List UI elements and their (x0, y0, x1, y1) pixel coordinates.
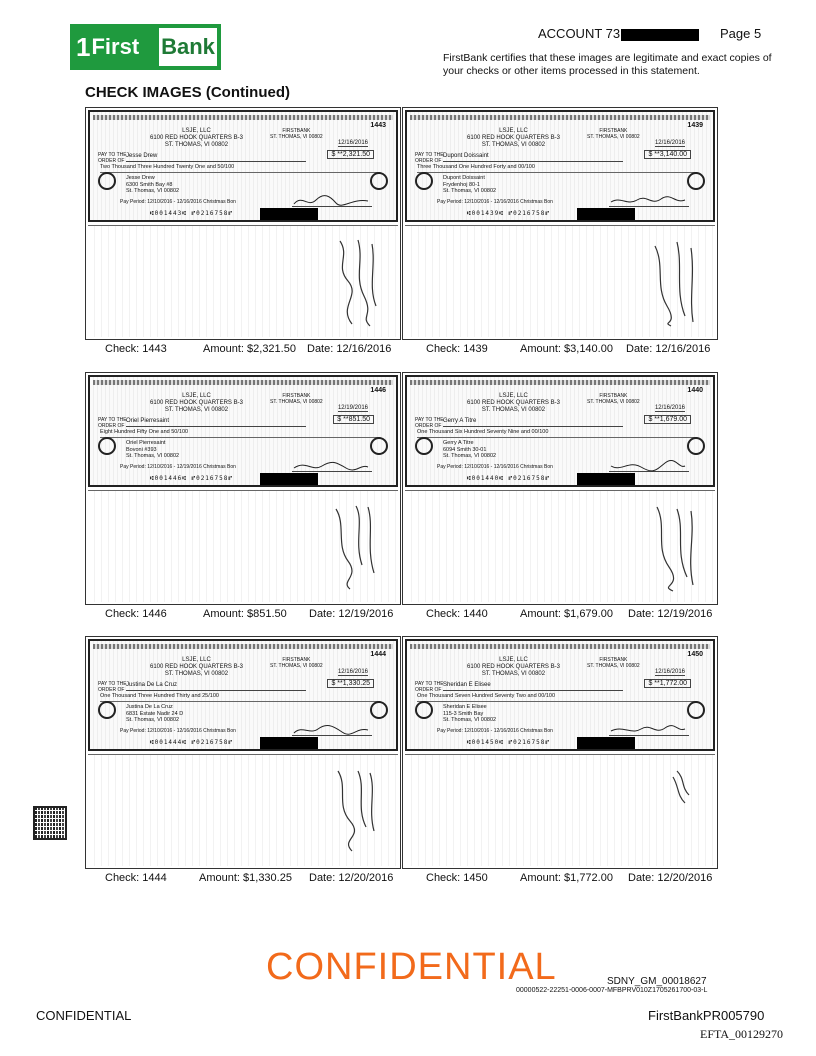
payer-block (467, 393, 560, 414)
caption-amount: Amount: $1,330.25 (199, 872, 292, 884)
payer-block (467, 657, 560, 678)
endorsement-handwriting-icon (647, 765, 697, 857)
check-date: 12/16/2016 (337, 140, 368, 146)
pay-to-label: PAY TO THE ORDER OF (98, 681, 127, 693)
caption-check-number: Check: 1444 (105, 872, 167, 884)
memo: Pay Period: 12/10/2016 - 12/16/2016 Christmas Bon (437, 464, 553, 470)
caption-date: Date: 12/19/2016 (628, 608, 713, 620)
amount-words: One Thousand Three Hundred Thirty and 25/100 (100, 693, 380, 702)
payee: Justina De La Cruz (126, 682, 306, 691)
payer-block (467, 128, 560, 149)
firstbank-logo (70, 24, 221, 70)
payer-address: 6100 RED HOOK QUARTERS B-3 ST. THOMAS, VI 00802 (150, 664, 243, 677)
micr-line: ⑆001439⑆ ⑈0216758⑈ (467, 210, 550, 217)
caption-amount: Amount: $3,140.00 (520, 343, 613, 355)
signature-icon (292, 459, 372, 473)
micr-line: ⑆001450⑆ ⑈0216758⑈ (467, 739, 550, 746)
page-number: Page 5 (720, 26, 762, 41)
caption-check-number: Check: 1450 (426, 872, 488, 884)
bank-name: FIRSTBANK ST. THOMAS, VI 00802 (587, 393, 640, 405)
endorsement-handwriting-icon (330, 236, 380, 328)
check-image[interactable] (85, 107, 401, 340)
pay-to-label: PAY TO THE ORDER OF (98, 417, 127, 429)
check-date: 12/16/2016 (337, 669, 368, 675)
security-banner (93, 115, 393, 120)
payee: Oriel Pierresaint (126, 418, 306, 427)
pay-to-label: PAY TO THE ORDER OF (415, 681, 444, 693)
payee-address: Sheridan E Elisee 115-3 Smith Bay St. Thomas, VI 00802 (443, 704, 497, 723)
ring-icon (415, 172, 433, 190)
security-banner (410, 115, 710, 120)
confidential-footer: CONFIDENTIAL (36, 1008, 132, 1023)
micr-redaction (577, 208, 635, 220)
micr-redaction (260, 208, 318, 220)
signature (609, 459, 689, 472)
check-front (88, 110, 398, 222)
caption-date: Date: 12/20/2016 (309, 872, 394, 884)
payee-address: Justina De La Cruz 6831 Estate Nadir 24 D St. Thomas, VI 00802 (126, 704, 184, 723)
check-front (405, 639, 715, 751)
ring-icon (370, 437, 388, 455)
signature-icon (292, 723, 372, 737)
caption-check-number: Check: 1446 (105, 608, 167, 620)
caption-check-number: Check: 1439 (426, 343, 488, 355)
payer-block (150, 128, 243, 149)
ring-icon (687, 701, 705, 719)
memo: Pay Period: 12/10/2016 - 12/16/2016 Christmas Bon (437, 728, 553, 734)
bank-name: FIRSTBANK ST. THOMAS, VI 00802 (270, 657, 323, 669)
payer-name: LSJE, LLC (499, 128, 528, 134)
payer-name: LSJE, LLC (182, 393, 211, 399)
payee-address: Gerry A Titre 6094 Smith 30-01 St. Thomas, VI 00802 (443, 440, 497, 459)
check-date: 12/19/2016 (337, 405, 368, 411)
payee: Jesse Drew (126, 153, 306, 162)
check-image[interactable] (85, 372, 401, 605)
pay-to-label: PAY TO THE ORDER OF (415, 152, 444, 164)
payer-block (150, 393, 243, 414)
ring-icon (98, 437, 116, 455)
amount-words: One Thousand Six Hundred Seventy Nine and 00/100 (417, 429, 697, 438)
payee: Sheridan E Elisee (443, 682, 623, 691)
check-back (405, 225, 715, 337)
certification-text: FirstBank certifies that these images are legitimate and exact copies of your checks or other items processed in this statement. (443, 52, 772, 77)
section-title: CHECK IMAGES (Continued) (85, 84, 290, 101)
caption-check-number: Check: 1440 (426, 608, 488, 620)
pay-to-label: PAY TO THE ORDER OF (98, 152, 127, 164)
security-banner (410, 644, 710, 649)
check-amount: $ **1,679.00 (644, 415, 691, 424)
ring-icon (415, 701, 433, 719)
check-image[interactable] (85, 636, 401, 869)
payer-address: 6100 RED HOOK QUARTERS B-3 ST. THOMAS, VI 00802 (467, 664, 560, 677)
efta-number: EFTA_00129270 (700, 1027, 784, 1041)
caption-date: Date: 12/20/2016 (628, 872, 713, 884)
check-number: 1450 (687, 651, 703, 658)
check-back (405, 754, 715, 866)
account-number (538, 26, 699, 41)
payer-name: LSJE, LLC (182, 657, 211, 663)
amount-words: Three Thousand One Hundred Forty and 00/100 (417, 164, 697, 173)
security-banner (93, 644, 393, 649)
endorsement-handwriting-icon (647, 236, 697, 328)
check-front (88, 375, 398, 487)
payer-address: 6100 RED HOOK QUARTERS B-3 ST. THOMAS, VI 00802 (467, 135, 560, 148)
ring-icon (415, 437, 433, 455)
check-number: 1446 (370, 387, 386, 394)
payer-address: 6100 RED HOOK QUARTERS B-3 ST. THOMAS, VI 00802 (150, 135, 243, 148)
check-back (88, 490, 398, 602)
check-front (405, 110, 715, 222)
check-front (88, 639, 398, 751)
signature (609, 194, 689, 207)
caption-amount: Amount: $1,679.00 (520, 608, 613, 620)
payee: Gerry A Titre (443, 418, 623, 427)
payer-block (150, 657, 243, 678)
document-id: 00000522-22251-0006-0007-MFBPRV010Z1705261700-03-L (516, 987, 708, 994)
signature-icon (292, 194, 372, 208)
endorsement-handwriting-icon (647, 501, 697, 593)
micr-line: ⑆001444⑆ ⑈0216758⑈ (150, 739, 233, 746)
caption-check-number: Check: 1443 (105, 343, 167, 355)
payer-name: LSJE, LLC (182, 128, 211, 134)
ring-icon (98, 172, 116, 190)
check-number: 1443 (370, 122, 386, 129)
caption-date: Date: 12/16/2016 (307, 343, 392, 355)
payee-address: Oriel Pierresaint Bovoni #393 St. Thomas, VI 00802 (126, 440, 180, 459)
signature-icon (609, 723, 689, 737)
check-image[interactable] (402, 636, 718, 869)
signature (292, 459, 372, 472)
payee-address: Jesse Drew 6300 Smith Bay #8 St. Thomas, VI 00802 (126, 175, 180, 194)
qr-code-icon (33, 806, 67, 840)
caption-date: Date: 12/16/2016 (626, 343, 711, 355)
check-back (88, 225, 398, 337)
endorsement-handwriting-icon (330, 501, 380, 593)
payee-address: Dupont Doissaint Frydenhoj 80-1 St. Thomas, VI 00802 (443, 175, 497, 194)
micr-line: ⑆001446⑆ ⑈0216758⑈ (150, 475, 233, 482)
pay-to-label: PAY TO THE ORDER OF (415, 417, 444, 429)
payee: Dupont Doissaint (443, 153, 623, 162)
memo: Pay Period: 12/10/2016 - 12/16/2016 Christmas Bon (120, 728, 236, 734)
amount-words: Two Thousand Three Hundred Twenty One and 50/100 (100, 164, 380, 173)
micr-redaction (577, 473, 635, 485)
check-image[interactable] (402, 107, 718, 340)
amount-words: Eight Hundred Fifty One and 50/100 (100, 429, 380, 438)
check-back (405, 490, 715, 602)
ring-icon (687, 172, 705, 190)
check-number: 1439 (687, 122, 703, 129)
sdny-bates: SDNY_GM_00018627 (607, 976, 707, 987)
micr-line: ⑆001443⑆ ⑈0216758⑈ (150, 210, 233, 217)
check-amount: $ **3,140.00 (644, 150, 691, 159)
signature (609, 723, 689, 736)
signature (292, 723, 372, 736)
caption-date: Date: 12/19/2016 (309, 608, 394, 620)
check-number: 1440 (687, 387, 703, 394)
account-redaction (621, 29, 699, 41)
ring-icon (687, 437, 705, 455)
caption-amount: Amount: $851.50 (203, 608, 287, 620)
check-back (88, 754, 398, 866)
check-date: 12/16/2016 (654, 405, 685, 411)
check-date: 12/16/2016 (654, 140, 685, 146)
check-amount: $ **2,321.50 (327, 150, 374, 159)
bank-name: FIRSTBANK ST. THOMAS, VI 00802 (270, 128, 323, 140)
amount-words: One Thousand Seven Hundred Seventy Two and 00/100 (417, 693, 697, 702)
bank-name: FIRSTBANK ST. THOMAS, VI 00802 (587, 128, 640, 140)
caption-amount: Amount: $2,321.50 (203, 343, 296, 355)
payer-address: 6100 RED HOOK QUARTERS B-3 ST. THOMAS, VI 00802 (150, 400, 243, 413)
check-date: 12/16/2016 (654, 669, 685, 675)
micr-redaction (577, 737, 635, 749)
check-image[interactable] (402, 372, 718, 605)
micr-redaction (260, 473, 318, 485)
check-amount: $ **851.50 (333, 415, 374, 424)
check-amount: $ **1,330.25 (327, 679, 374, 688)
ring-icon (98, 701, 116, 719)
signature (292, 194, 372, 207)
logo-one: 1 (76, 31, 90, 62)
ring-icon (370, 701, 388, 719)
check-number: 1444 (370, 651, 386, 658)
ring-icon (370, 172, 388, 190)
micr-line: ⑆001440⑆ ⑈0216758⑈ (467, 475, 550, 482)
caption-amount: Amount: $1,772.00 (520, 872, 613, 884)
endorsement-handwriting-icon (330, 765, 380, 857)
payer-name: LSJE, LLC (499, 657, 528, 663)
micr-redaction (260, 737, 318, 749)
check-front (405, 375, 715, 487)
payer-name: LSJE, LLC (499, 393, 528, 399)
confidential-watermark: CONFIDENTIAL (266, 946, 557, 988)
bank-name: FIRSTBANK ST. THOMAS, VI 00802 (270, 393, 323, 405)
logo-first: First (91, 34, 140, 59)
firstbank-bates: FirstBankPR005790 (648, 1008, 765, 1023)
security-banner (93, 380, 393, 385)
bank-name: FIRSTBANK ST. THOMAS, VI 00802 (587, 657, 640, 669)
memo: Pay Period: 12/10/2016 - 12/19/2016 Christmas Bon (120, 464, 236, 470)
payer-address: 6100 RED HOOK QUARTERS B-3 ST. THOMAS, VI 00802 (467, 400, 560, 413)
logo-bank: Bank (159, 28, 217, 66)
memo: Pay Period: 12/10/2016 - 12/16/2016 Christmas Bon (120, 199, 236, 205)
check-amount: $ **1,772.00 (644, 679, 691, 688)
security-banner (410, 380, 710, 385)
signature-icon (609, 194, 689, 208)
memo: Pay Period: 12/10/2016 - 12/16/2016 Christmas Bon (437, 199, 553, 205)
account-label: ACCOUNT 73 (538, 26, 621, 41)
signature-icon (609, 459, 689, 473)
